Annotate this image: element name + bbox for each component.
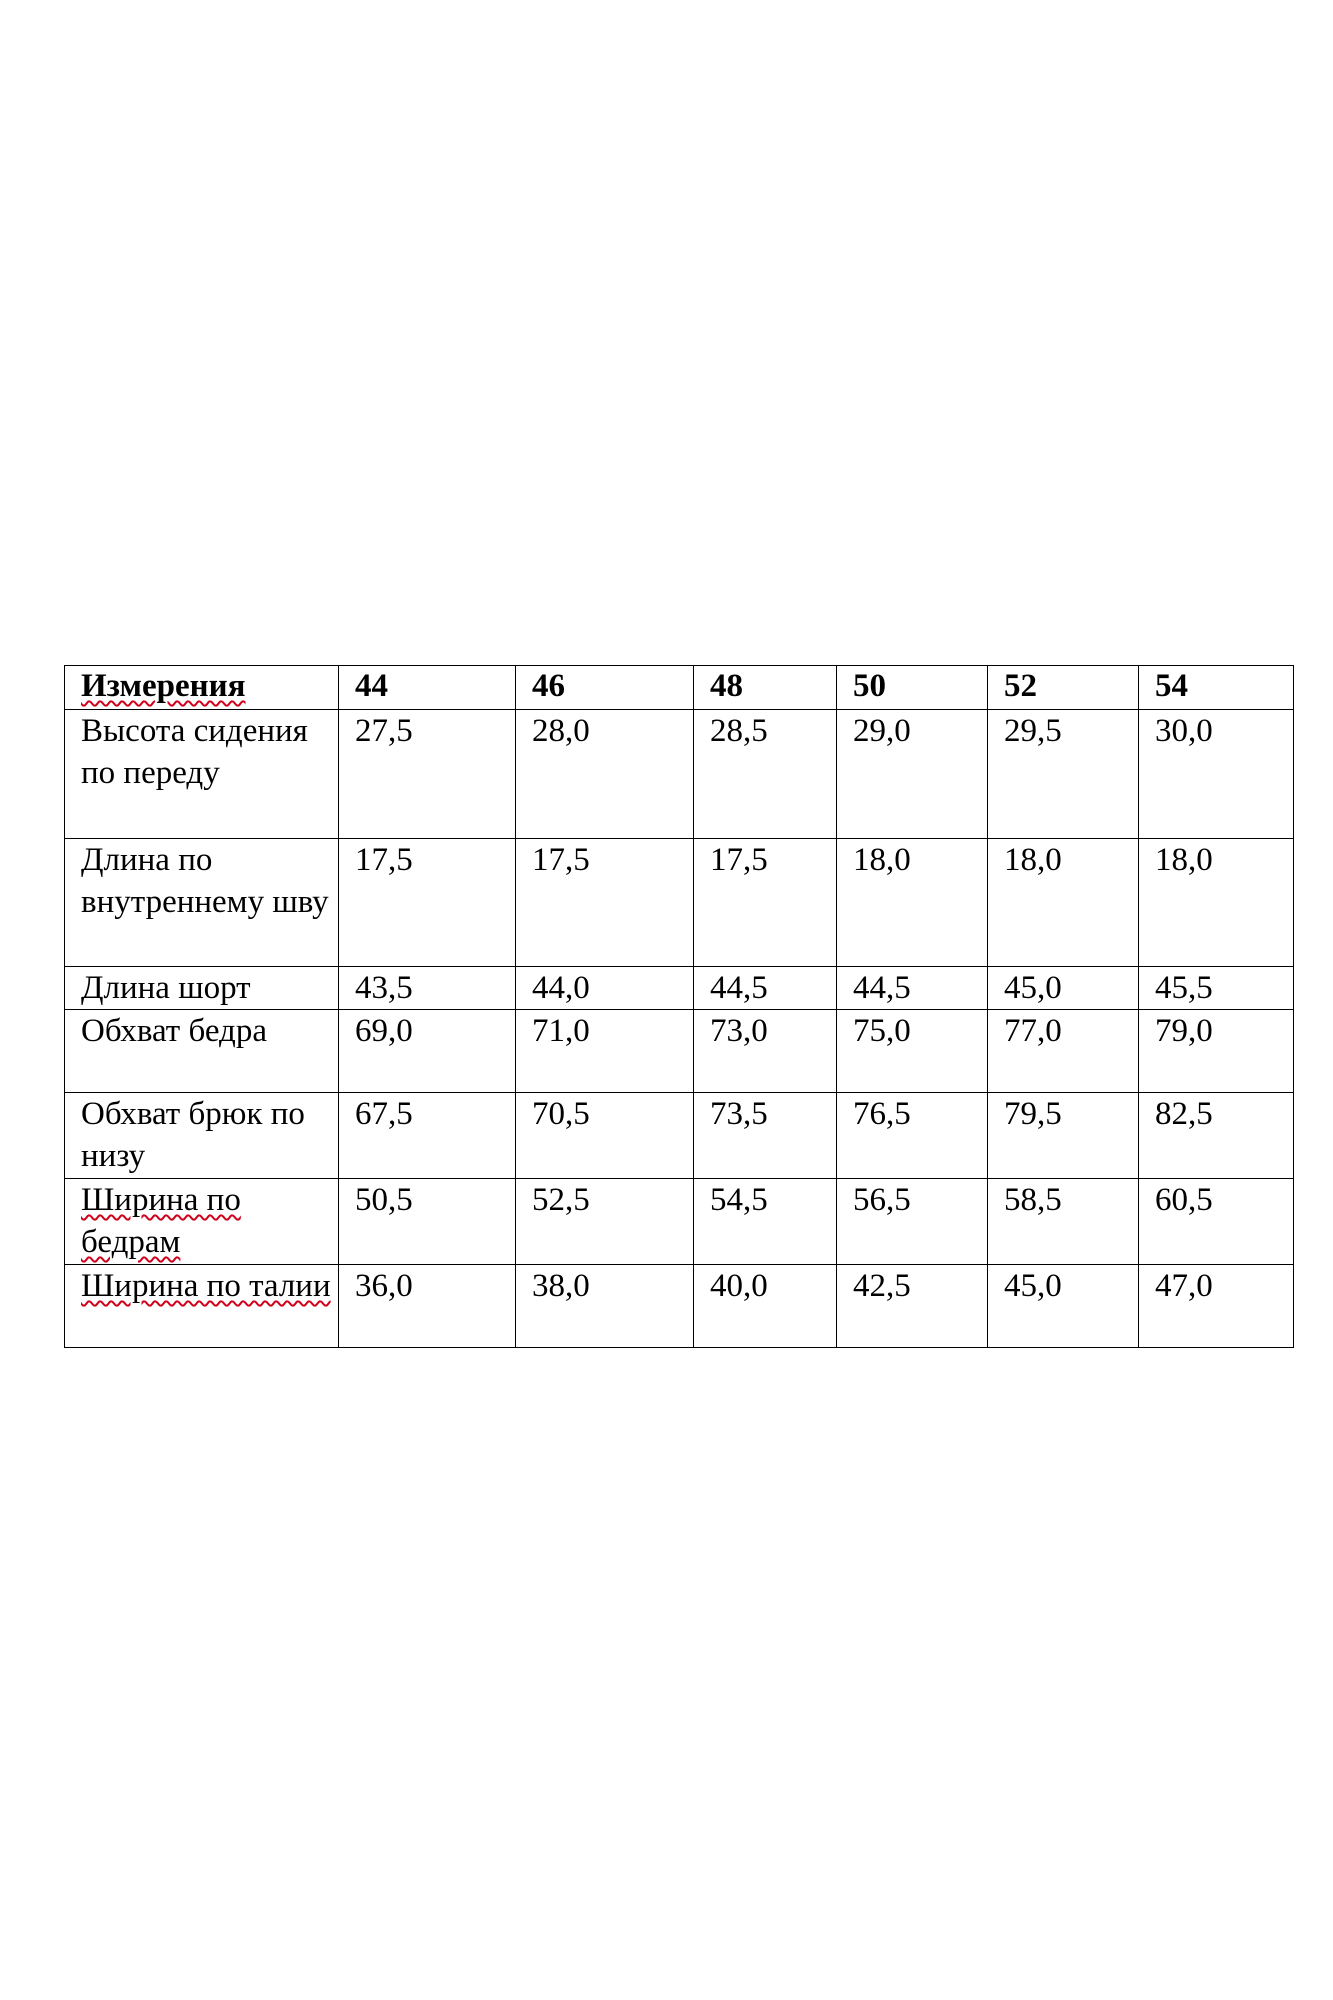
table-cell: 77,0	[988, 1010, 1139, 1093]
table-cell: 18,0	[837, 839, 988, 967]
row-label: Обхват брюк по низу	[65, 1093, 339, 1179]
table-row	[65, 967, 1294, 1010]
header-row	[65, 666, 1294, 710]
table-row	[65, 1010, 1294, 1093]
table-cell: 28,0	[516, 710, 694, 839]
table-cell: 79,0	[1139, 1010, 1294, 1093]
table-cell: 60,5	[1139, 1179, 1294, 1265]
header-size-52: 52	[988, 666, 1139, 710]
table-cell: 17,5	[694, 839, 837, 967]
table-cell: 45,0	[988, 1265, 1139, 1348]
table-cell: 75,0	[837, 1010, 988, 1093]
table-cell: 73,0	[694, 1010, 837, 1093]
row-label: Обхват бедра	[65, 1010, 339, 1093]
table-cell: 43,5	[339, 967, 516, 1010]
header-size-44: 44	[339, 666, 516, 710]
row-label: Длина шорт	[65, 967, 339, 1010]
table-cell: 50,5	[339, 1179, 516, 1265]
table-cell: 70,5	[516, 1093, 694, 1179]
table-cell: 56,5	[837, 1179, 988, 1265]
table-cell: 73,5	[694, 1093, 837, 1179]
row-label: Длина по внутреннему шву	[65, 839, 339, 967]
table-row	[65, 1179, 1294, 1265]
table-row	[65, 1265, 1294, 1348]
size-chart-table	[64, 665, 1294, 1348]
table-cell: 42,5	[837, 1265, 988, 1348]
table-cell: 47,0	[1139, 1265, 1294, 1348]
table-cell: 38,0	[516, 1265, 694, 1348]
table-row	[65, 710, 1294, 839]
table-cell: 17,5	[516, 839, 694, 967]
table-cell: 69,0	[339, 1010, 516, 1093]
table-row	[65, 839, 1294, 967]
table-cell: 27,5	[339, 710, 516, 839]
table-cell: 18,0	[1139, 839, 1294, 967]
row-label: Высота сидения по переду	[65, 710, 339, 839]
table-cell: 82,5	[1139, 1093, 1294, 1179]
row-label: Ширина по талии	[65, 1265, 339, 1348]
table-cell: 45,0	[988, 967, 1139, 1010]
table-cell: 28,5	[694, 710, 837, 839]
table-cell: 30,0	[1139, 710, 1294, 839]
table-cell: 52,5	[516, 1179, 694, 1265]
header-size-54: 54	[1139, 666, 1294, 710]
table-cell: 45,5	[1139, 967, 1294, 1010]
table-cell: 58,5	[988, 1179, 1139, 1265]
header-size-50: 50	[837, 666, 988, 710]
table-cell: 67,5	[339, 1093, 516, 1179]
table-cell: 29,0	[837, 710, 988, 839]
table-cell: 54,5	[694, 1179, 837, 1265]
header-measurements-label: Измерения	[65, 666, 339, 710]
table-cell: 44,5	[837, 967, 988, 1010]
table-cell: 44,0	[516, 967, 694, 1010]
header-size-48: 48	[694, 666, 837, 710]
table-cell: 36,0	[339, 1265, 516, 1348]
table-row	[65, 1093, 1294, 1179]
table-cell: 17,5	[339, 839, 516, 967]
table-cell: 44,5	[694, 967, 837, 1010]
table-cell: 76,5	[837, 1093, 988, 1179]
row-label: Ширина по бедрам	[65, 1179, 339, 1265]
table-cell: 71,0	[516, 1010, 694, 1093]
table-cell: 40,0	[694, 1265, 837, 1348]
table-cell: 18,0	[988, 839, 1139, 967]
table-cell: 79,5	[988, 1093, 1139, 1179]
header-size-46: 46	[516, 666, 694, 710]
table-cell: 29,5	[988, 710, 1139, 839]
